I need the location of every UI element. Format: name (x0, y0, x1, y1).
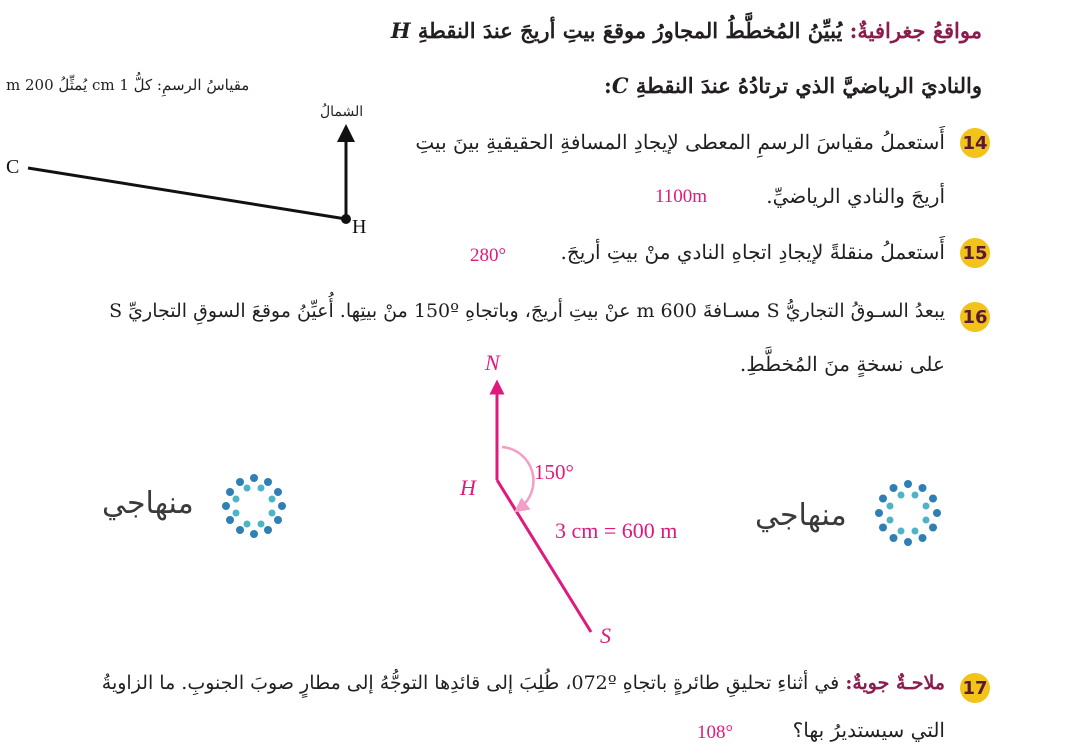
north-label: الشمالُ (320, 104, 364, 120)
answer-14: 1100m (655, 186, 708, 207)
point-c-label: C (6, 156, 20, 178)
logo-right-text: منهاجي (755, 498, 847, 533)
point-h-dot (341, 214, 351, 224)
question-14-line-1: أَستعملُ مقياسَ الرسمِ المعطى لإيجادِ المسافةِ الحقيقيةِ بينَ بيتِ (415, 130, 945, 154)
h-label: H (460, 475, 476, 500)
logo-left-text: منهاجي (102, 486, 194, 521)
header-line-2-text: والناديَ الرياضيَّ الذي ترتادُهُ عندَ النقطةِ (635, 73, 982, 98)
question-17-line-2: التي سيستديرُ بها؟ (792, 718, 945, 742)
ch-line (28, 168, 346, 219)
question-number-15: 15 (960, 238, 990, 268)
n-label: N (485, 350, 500, 375)
question-15-line-1: أَستعملُ منقلةً لإيجادِ اتجاهِ النادي منْ بيتِ أريجَ. (560, 240, 945, 264)
header-line-1-text: يُبيِّنُ المُخطَّطُ المجاورُ موقعَ بيتِ أريجَ عندَ النقطةِ (417, 18, 843, 43)
question-17-line-1 (102, 672, 945, 694)
question-16-line-2: على نسخةٍ منَ المُخطَّطِ. (739, 352, 945, 376)
question-17-text: في أثناءِ تحليقِ طائرةٍ باتجاهِ 072º، طُلِبَ إلى قائدِها التوجُّهُ إلى مطارٍ صوبَ الجنوبِ. ما الزاويةُ (101, 672, 840, 694)
point-c-ref: C (611, 73, 629, 98)
logo-left (100, 466, 300, 546)
question-number-16: 16 (960, 302, 990, 332)
angle-label: 150° (534, 460, 574, 484)
header-line-1 (391, 18, 982, 43)
point-h-ref: H (390, 18, 411, 43)
question-14-line-2: أريجَ والنادي الرياضيِّ. (766, 184, 945, 208)
header-line-2: والناديَ الرياضيَّ الذي ترتادُهُ عندَ النقطةِ C: (604, 73, 982, 98)
distance-label: 3 cm = 600 m (555, 518, 678, 543)
logo-right-mark (871, 476, 945, 550)
question-number-14: 14 (960, 128, 990, 158)
logo-left-mark (218, 470, 290, 542)
logo-right (755, 476, 955, 556)
angle-arc (502, 447, 533, 508)
answer-15: 280° (470, 245, 507, 266)
point-h-label: H (352, 216, 367, 238)
answer-17: 108° (697, 722, 734, 743)
hs-line (497, 480, 591, 632)
question-16-line-1: يبعدُ السـوقُ التجاريُّ S مسـافةَ 600 m عنْ بيتِ أريجَ، وباتجاهِ 150º منْ بيتِها. أُعيِّنُ موقعَ السوقِ التجاريِّ S (109, 300, 945, 322)
bottom-diagram (440, 345, 740, 655)
s-label: S (600, 623, 611, 648)
section-label: مواقعُ جغرافيةٌ: (849, 18, 982, 43)
question-number-17: 17 (960, 673, 990, 703)
scale-note: مقياسُ الرسمِ: كلُّ 1 cm يُمثِّلُ 200 m (6, 76, 250, 94)
question-17-label: ملاحـةٌ جويةٌ: (845, 672, 945, 694)
